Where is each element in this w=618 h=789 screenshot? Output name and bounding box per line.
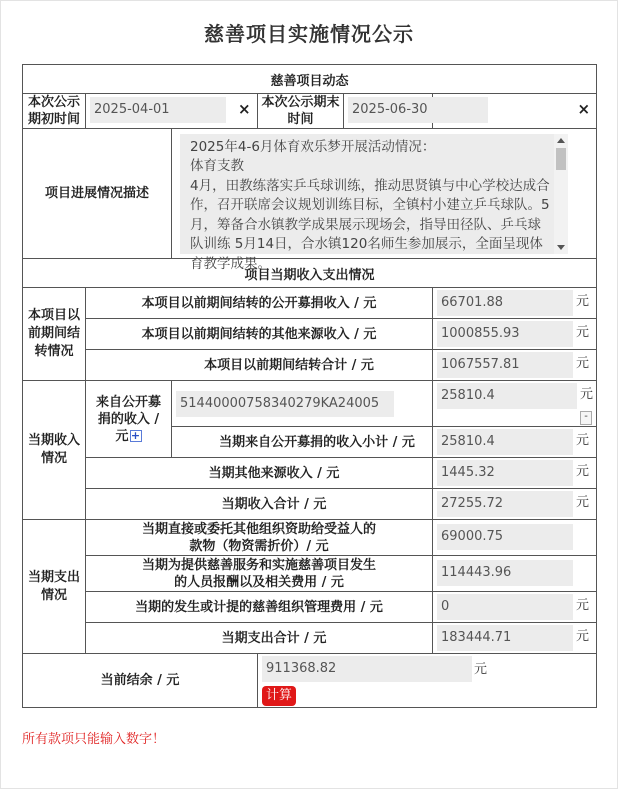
prev-public-label: 本项目以前期间结转的公开募捐收入 / 元 bbox=[86, 288, 433, 319]
period-start-label: 本次公示期初时间 bbox=[23, 94, 86, 129]
period-start-input[interactable]: 2025-04-01 bbox=[90, 97, 226, 123]
public-source-code-cell bbox=[172, 381, 433, 427]
exp-mgmt-label: 当期的发生或计提的慈善组织管理费用 / 元 bbox=[86, 592, 433, 623]
balance-label: 当前结余 / 元 bbox=[23, 654, 258, 708]
prev-public-cell bbox=[433, 288, 597, 319]
exp-total-cell bbox=[433, 623, 597, 654]
desc-cell bbox=[172, 129, 597, 272]
scroll-thumb[interactable] bbox=[556, 148, 566, 170]
exp-staff-cell bbox=[433, 556, 597, 592]
prev-total-input[interactable]: 1067557.81 bbox=[437, 352, 573, 378]
project-table bbox=[22, 64, 597, 708]
prev-total-cell bbox=[433, 350, 597, 381]
unit-label: 元 bbox=[474, 662, 488, 677]
unit-label: 元 bbox=[576, 433, 590, 448]
income-total-cell bbox=[433, 489, 597, 520]
prev-total-label: 本项目以前期间结转合计 / 元 bbox=[86, 350, 433, 381]
prev-other-label: 本项目以前期间结转的其他来源收入 / 元 bbox=[86, 319, 433, 350]
finance-section-header: 项目当期收入支出情况 bbox=[23, 259, 597, 288]
public-subtotal-label: 当期来自公开募捐的收入小计 / 元 bbox=[172, 427, 433, 458]
prev-public-input[interactable]: 66701.88 bbox=[437, 290, 573, 316]
period-end-clear-cell bbox=[433, 94, 597, 129]
scroll-up-icon[interactable] bbox=[557, 138, 565, 143]
desc-scrollbar[interactable] bbox=[554, 134, 568, 254]
exp-mgmt-input[interactable]: 0 bbox=[437, 594, 573, 620]
desc-label: 项目进展情况描述 bbox=[23, 129, 172, 259]
public-source-label: 来自公开募捐的收入 / 元 bbox=[95, 394, 161, 444]
calculate-button[interactable]: 计算 bbox=[262, 686, 296, 706]
prev-group-label: 本项目以前期间结转情况 bbox=[23, 288, 86, 381]
exp-direct-label: 当期直接或委托其他组织资助给受益人的款物（物资需折价）/ 元 bbox=[86, 520, 433, 556]
public-subtotal-input[interactable]: 25810.4 bbox=[437, 429, 573, 455]
prev-other-input[interactable]: 1000855.93 bbox=[437, 321, 573, 347]
other-income-label: 当期其他来源收入 / 元 bbox=[86, 458, 433, 489]
public-source-amount-input[interactable]: 25810.4 bbox=[437, 383, 577, 409]
expense-group-label: 当期支出情况 bbox=[23, 520, 86, 654]
public-source-cell bbox=[86, 381, 172, 458]
unit-label: 元 bbox=[576, 325, 590, 340]
unit-label: 元 bbox=[576, 495, 590, 510]
balance-cell bbox=[258, 654, 597, 708]
unit-label: 元 bbox=[576, 598, 590, 613]
exp-staff-input[interactable]: 114443.96 bbox=[437, 560, 573, 586]
income-group-label: 当期收入情况 bbox=[23, 381, 86, 520]
balance-input[interactable]: 911368.82 bbox=[262, 656, 472, 682]
remove-row-icon[interactable]: - bbox=[580, 411, 592, 425]
exp-mgmt-cell bbox=[433, 592, 597, 623]
dynamic-section-header: 慈善项目动态 bbox=[23, 65, 597, 94]
other-income-input[interactable]: 1445.32 bbox=[437, 460, 573, 486]
public-subtotal-cell bbox=[433, 427, 597, 458]
period-start-clear-icon[interactable]: × bbox=[238, 100, 251, 118]
unit-label: 元 bbox=[576, 464, 590, 479]
add-row-icon[interactable]: + bbox=[130, 429, 141, 442]
period-start-cell bbox=[86, 94, 258, 129]
public-source-code-input[interactable]: 51440000758340279KA24005 bbox=[176, 391, 394, 417]
unit-label: 元 bbox=[576, 629, 590, 644]
income-total-input[interactable]: 27255.72 bbox=[437, 491, 573, 517]
income-total-label: 当期收入合计 / 元 bbox=[86, 489, 433, 520]
exp-direct-cell bbox=[433, 520, 597, 556]
scroll-down-icon[interactable] bbox=[557, 245, 565, 250]
period-end-clear-icon[interactable]: × bbox=[577, 100, 591, 118]
unit-label: 元 bbox=[576, 294, 590, 309]
period-end-cell bbox=[258, 94, 433, 129]
exp-staff-label: 当期为提供慈善服务和实施慈善项目发生的人员报酬以及相关费用 / 元 bbox=[86, 556, 433, 592]
unit-label: 元 bbox=[576, 356, 590, 371]
other-income-cell bbox=[433, 458, 597, 489]
period-end-label: 本次公示期末时间 bbox=[258, 94, 344, 128]
exp-direct-input[interactable]: 69000.75 bbox=[437, 524, 573, 550]
public-source-amount-cell bbox=[433, 381, 597, 427]
period-end-input[interactable]: 2025-06-30 bbox=[348, 97, 488, 123]
exp-total-label: 当期支出合计 / 元 bbox=[86, 623, 433, 654]
prev-other-cell bbox=[433, 319, 597, 350]
page-title: 慈善项目实施情况公示 bbox=[204, 22, 414, 46]
desc-textarea[interactable]: 2025年4-6月体育欢乐梦开展活动情况： 体育支教 4月，田教练落实乒乓球训练，推动思贤镇与中心学校达成合作，召开联席会议规划训练目标，全镇村小建立乒乓球队。5月，筹备合水镇教学成果展示现场会，指导田径队、乒乓球队训练 5月14日，合水镇120名师生参加展示，全面呈现体育教学成果。 bbox=[180, 134, 560, 254]
unit-label: 元 bbox=[580, 387, 594, 402]
input-hint: 所有款项只能输入数字！ bbox=[22, 732, 166, 747]
exp-total-input[interactable]: 183444.71 bbox=[437, 625, 573, 651]
